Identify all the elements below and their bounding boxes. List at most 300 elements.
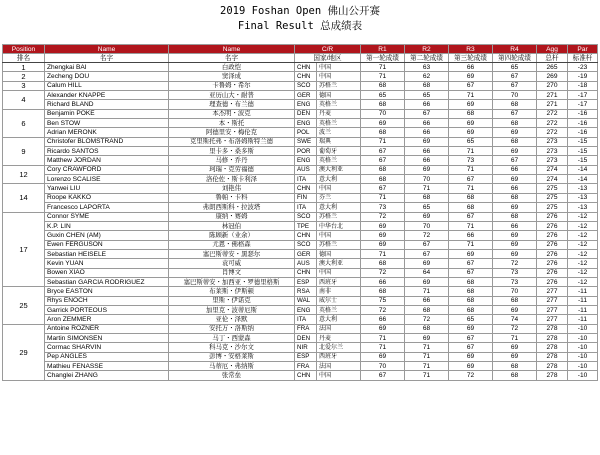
round4-score: 70	[493, 287, 537, 296]
country-name-cn: 中国	[317, 268, 361, 277]
round2-score: 71	[405, 362, 449, 371]
player-name-cn: 白政恺	[169, 63, 295, 72]
country-code: SWE	[295, 137, 317, 146]
position-cell: 14	[3, 184, 45, 212]
round1-score: 68	[361, 287, 405, 296]
player-name-en: Bowen XIAO	[45, 268, 169, 277]
player-name-cn: 张常垒	[169, 371, 295, 380]
round3-score: 68	[449, 277, 493, 286]
table-row	[3, 72, 598, 81]
country-name-cn: 丹麦	[317, 109, 361, 118]
par-score: -12	[568, 231, 598, 240]
player-name-en: K.P. LIN	[45, 221, 169, 230]
country-code: WAL	[295, 296, 317, 305]
round2-score: 70	[405, 175, 449, 184]
par-score: -15	[568, 137, 598, 146]
player-name-en: Sebastian GARCIA RODRIGUEZ	[45, 277, 169, 286]
round3-score: 66	[449, 63, 493, 72]
country-code: POL	[295, 128, 317, 137]
round1-score: 66	[361, 315, 405, 324]
round2-score: 68	[405, 193, 449, 202]
round2-score: 72	[405, 231, 449, 240]
round4-score: 67	[493, 109, 537, 118]
country-code: FIN	[295, 193, 317, 202]
country-name-cn: 威尔士	[317, 296, 361, 305]
country-name-cn: 南非	[317, 287, 361, 296]
aggregate-score: 270	[537, 81, 568, 90]
table-row	[3, 333, 598, 342]
player-name-cn: 马蒂厄・弗纳斯	[169, 362, 295, 371]
round1-score: 71	[361, 137, 405, 146]
country-name-cn: 法国	[317, 324, 361, 333]
aggregate-score: 276	[537, 212, 568, 221]
round2-score: 71	[405, 343, 449, 352]
player-name-en: Benjamin POKE	[45, 109, 169, 118]
aggregate-score: 278	[537, 362, 568, 371]
round3-score: 69	[449, 324, 493, 333]
round3-score: 67	[449, 81, 493, 90]
table-row	[3, 240, 598, 249]
player-name-en: Richard BLAND	[45, 100, 169, 109]
table-row	[3, 249, 598, 258]
player-name-en: Rhys ENOCH	[45, 296, 169, 305]
country-code: ENG	[295, 100, 317, 109]
player-name-en: Roope KAKKO	[45, 193, 169, 202]
table-row	[3, 305, 598, 314]
round3-score: 66	[449, 231, 493, 240]
player-name-en: Ben STOW	[45, 119, 169, 128]
table-row	[3, 315, 598, 324]
round2-score: 67	[405, 249, 449, 258]
table-row	[3, 100, 598, 109]
round1-score: 69	[361, 221, 405, 230]
player-name-en: Zhengkai BAI	[45, 63, 169, 72]
aggregate-score: 276	[537, 259, 568, 268]
par-score: -10	[568, 371, 598, 380]
country-name-cn: 意大利	[317, 175, 361, 184]
round4-score: 68	[493, 212, 537, 221]
round1-score: 72	[361, 305, 405, 314]
player-name-en: Aron ZEMMER	[45, 315, 169, 324]
header-name-en-cn: 名字	[45, 54, 169, 63]
round2-score: 71	[405, 287, 449, 296]
round2-score: 63	[405, 63, 449, 72]
round1-score: 69	[361, 119, 405, 128]
par-score: -12	[568, 212, 598, 221]
round3-score: 71	[449, 147, 493, 156]
player-name-en: Connor SYME	[45, 212, 169, 221]
player-name-cn: 本杰明・波克	[169, 109, 295, 118]
aggregate-score: 271	[537, 91, 568, 100]
position-cell: 2	[3, 72, 45, 81]
country-name-cn: 中国	[317, 371, 361, 380]
country-code: ESP	[295, 277, 317, 286]
par-score: -10	[568, 352, 598, 361]
position-cell: 4	[3, 91, 45, 110]
country-name-cn: 中华台北	[317, 221, 361, 230]
round1-score: 69	[361, 240, 405, 249]
table-row	[3, 352, 598, 361]
aggregate-score: 278	[537, 371, 568, 380]
table-row	[3, 343, 598, 352]
round1-score: 72	[361, 268, 405, 277]
country-name-cn: 波兰	[317, 128, 361, 137]
player-name-cn: 亚历山大・耐普	[169, 91, 295, 100]
round2-score: 68	[405, 305, 449, 314]
country-code: TPE	[295, 221, 317, 230]
table-row	[3, 231, 598, 240]
country-code: ENG	[295, 119, 317, 128]
player-name-cn: 克里斯托弗・布洛姆斯特兰德	[169, 137, 295, 146]
player-name-en: Changlei ZHANG	[45, 371, 169, 380]
round2-score: 70	[405, 221, 449, 230]
country-name-cn: 中国	[317, 184, 361, 193]
player-name-cn: 林冠伯	[169, 221, 295, 230]
country-code: SCO	[295, 212, 317, 221]
round4-score: 68	[493, 193, 537, 202]
country-name-cn: 瑞典	[317, 137, 361, 146]
round1-score: 67	[361, 147, 405, 156]
round4-score: 66	[493, 184, 537, 193]
country-code: FRA	[295, 362, 317, 371]
country-name-cn: 德国	[317, 249, 361, 258]
country-code: AUS	[295, 165, 317, 174]
round1-score: 68	[361, 100, 405, 109]
par-score: -11	[568, 287, 598, 296]
country-code: CHN	[295, 63, 317, 72]
player-name-en: Matthew JORDAN	[45, 156, 169, 165]
player-name-en: Cory CRAWFORD	[45, 165, 169, 174]
round3-score: 68	[449, 193, 493, 202]
player-name-cn: 窦泽成	[169, 72, 295, 81]
player-name-en: Adrian MERONK	[45, 128, 169, 137]
aggregate-score: 273	[537, 147, 568, 156]
table-row	[3, 362, 598, 371]
round2-score: 69	[405, 212, 449, 221]
round1-score: 72	[361, 212, 405, 221]
header-r4: R4	[493, 45, 537, 54]
par-score: -19	[568, 72, 598, 81]
round1-score: 71	[361, 63, 405, 72]
country-name-cn: 葡萄牙	[317, 147, 361, 156]
country-name-cn: 意大利	[317, 203, 361, 212]
round4-score: 68	[493, 137, 537, 146]
round1-score: 70	[361, 109, 405, 118]
country-code: GER	[295, 91, 317, 100]
player-name-cn: 袁可威	[169, 259, 295, 268]
player-name-cn: 塞巴斯蒂安・黑瑟尔	[169, 249, 295, 258]
country-name-cn: 西班牙	[317, 352, 361, 361]
position-cell: 12	[3, 165, 45, 184]
aggregate-score: 265	[537, 63, 568, 72]
round3-score: 71	[449, 91, 493, 100]
header-row-chinese	[3, 54, 598, 63]
round4-score: 69	[493, 343, 537, 352]
player-name-cn: 阿德里安・梅伦克	[169, 128, 295, 137]
round3-score: 69	[449, 249, 493, 258]
round4-score: 69	[493, 231, 537, 240]
country-code: FRA	[295, 324, 317, 333]
round3-score: 65	[449, 137, 493, 146]
round3-score: 69	[449, 119, 493, 128]
round3-score: 71	[449, 240, 493, 249]
round2-score: 67	[405, 109, 449, 118]
player-name-en: Yanwei LIU	[45, 184, 169, 193]
page-title: 2019 Foshan Open 佛山公开赛	[220, 5, 380, 17]
country-code: CHN	[295, 72, 317, 81]
round2-score: 68	[405, 81, 449, 90]
player-name-cn: 马丁・西蒙森	[169, 333, 295, 342]
country-code: POR	[295, 147, 317, 156]
player-name-cn: 弗朗西斯科・拉波塔	[169, 203, 295, 212]
player-name-en: Sebastian HEISELE	[45, 249, 169, 258]
par-score: -12	[568, 277, 598, 286]
table-row	[3, 277, 598, 286]
country-name-cn: 英格兰	[317, 305, 361, 314]
player-name-en: Kevin YUAN	[45, 259, 169, 268]
player-name-en: Calum HILL	[45, 81, 169, 90]
round4-score: 72	[493, 259, 537, 268]
round3-score: 71	[449, 221, 493, 230]
country-code: SCO	[295, 81, 317, 90]
header-position: Position	[3, 45, 45, 54]
header-r2: R2	[405, 45, 449, 54]
country-code: NIR	[295, 343, 317, 352]
player-name-cn: 马修・乔丹	[169, 156, 295, 165]
round4-score: 69	[493, 128, 537, 137]
player-name-cn: 卡鲁姆・希尔	[169, 81, 295, 90]
player-name-en: Bryce EASTON	[45, 287, 169, 296]
player-name-cn: 安托万・洛斯纳	[169, 324, 295, 333]
table-row	[3, 259, 598, 268]
country-code: DEN	[295, 333, 317, 342]
par-score: -14	[568, 175, 598, 184]
player-name-cn: 鲁帕・卡科	[169, 193, 295, 202]
round2-score: 62	[405, 72, 449, 81]
round1-score: 65	[361, 91, 405, 100]
header-name-cn-cn: 名字	[169, 54, 295, 63]
country-code: ITA	[295, 203, 317, 212]
header-name-cn: Name	[169, 45, 295, 54]
country-code: DEN	[295, 109, 317, 118]
header-r3-cn: 第三轮成绩	[449, 54, 493, 63]
country-name-cn: 英格兰	[317, 100, 361, 109]
player-name-en: Mathieu FENASSE	[45, 362, 169, 371]
round4-score: 74	[493, 315, 537, 324]
round4-score: 69	[493, 352, 537, 361]
par-score: -10	[568, 362, 598, 371]
par-score: -16	[568, 119, 598, 128]
table-row	[3, 128, 598, 137]
aggregate-score: 272	[537, 109, 568, 118]
par-score: -14	[568, 165, 598, 174]
table-row	[3, 184, 598, 193]
round2-score: 69	[405, 277, 449, 286]
round3-score: 69	[449, 72, 493, 81]
header-name-en: Name	[45, 45, 169, 54]
player-name-en: Garrick PORTEOUS	[45, 305, 169, 314]
country-name-cn: 英格兰	[317, 156, 361, 165]
country-code: CHN	[295, 231, 317, 240]
round1-score: 71	[361, 249, 405, 258]
table-row	[3, 296, 598, 305]
round3-score: 71	[449, 184, 493, 193]
round2-score: 71	[405, 184, 449, 193]
aggregate-score: 275	[537, 184, 568, 193]
aggregate-score: 278	[537, 352, 568, 361]
country-name-cn: 苏格兰	[317, 81, 361, 90]
round1-score: 71	[361, 333, 405, 342]
header-par-cn: 标准杆	[568, 54, 598, 63]
par-score: -13	[568, 184, 598, 193]
round1-score: 71	[361, 193, 405, 202]
par-score: -10	[568, 333, 598, 342]
table-row	[3, 268, 598, 277]
round1-score: 71	[361, 72, 405, 81]
table-row	[3, 147, 598, 156]
round4-score: 69	[493, 203, 537, 212]
round4-score: 69	[493, 249, 537, 258]
country-code: ESP	[295, 352, 317, 361]
header-r4-cn: 第四轮成绩	[493, 54, 537, 63]
position-cell: 1	[3, 63, 45, 72]
round4-score: 70	[493, 91, 537, 100]
country-name-cn: 西班牙	[317, 277, 361, 286]
round2-score: 68	[405, 324, 449, 333]
table-row	[3, 221, 598, 230]
player-name-en: Lorenzo SCALISE	[45, 175, 169, 184]
round1-score: 67	[361, 184, 405, 193]
round3-score: 68	[449, 305, 493, 314]
round3-score: 69	[449, 352, 493, 361]
round3-score: 68	[449, 109, 493, 118]
position-cell: 9	[3, 137, 45, 165]
round1-score: 69	[361, 352, 405, 361]
table-row	[3, 137, 598, 146]
par-score: -11	[568, 296, 598, 305]
round1-score: 70	[361, 362, 405, 371]
header-r3: R3	[449, 45, 493, 54]
country-code: AUS	[295, 259, 317, 268]
round4-score: 73	[493, 268, 537, 277]
aggregate-score: 276	[537, 268, 568, 277]
round3-score: 68	[449, 296, 493, 305]
country-name-cn: 苏格兰	[317, 212, 361, 221]
round3-score: 71	[449, 165, 493, 174]
country-name-cn: 德国	[317, 91, 361, 100]
country-code: GER	[295, 249, 317, 258]
country-name-cn: 意大利	[317, 315, 361, 324]
country-code: ITA	[295, 175, 317, 184]
country-code: CHN	[295, 184, 317, 193]
round4-score: 67	[493, 72, 537, 81]
table-row	[3, 371, 598, 380]
round4-score: 67	[493, 156, 537, 165]
country-name-cn: 芬兰	[317, 193, 361, 202]
country-name-cn: 澳大利亚	[317, 165, 361, 174]
table-row	[3, 287, 598, 296]
player-name-cn: 珂瑞・克劳福德	[169, 165, 295, 174]
country-name-cn: 英格兰	[317, 119, 361, 128]
player-name-cn: 肖博文	[169, 268, 295, 277]
country-code: RSA	[295, 287, 317, 296]
player-name-en: Zecheng DOU	[45, 72, 169, 81]
aggregate-score: 273	[537, 137, 568, 146]
round1-score: 68	[361, 128, 405, 137]
country-name-cn: 澳大利亚	[317, 259, 361, 268]
player-name-cn: 尤恩・佛格森	[169, 240, 295, 249]
round4-score: 69	[493, 175, 537, 184]
round2-score: 64	[405, 268, 449, 277]
round4-score: 65	[493, 63, 537, 72]
round2-score: 66	[405, 296, 449, 305]
aggregate-score: 272	[537, 119, 568, 128]
round4-score: 68	[493, 371, 537, 380]
round4-score: 67	[493, 81, 537, 90]
par-score: -16	[568, 109, 598, 118]
aggregate-score: 278	[537, 333, 568, 342]
player-name-en: Ewen FERGUSON	[45, 240, 169, 249]
round4-score: 66	[493, 165, 537, 174]
round1-score: 68	[361, 259, 405, 268]
round2-score: 66	[405, 100, 449, 109]
round3-score: 65	[449, 315, 493, 324]
round3-score: 69	[449, 362, 493, 371]
round3-score: 68	[449, 287, 493, 296]
round2-score: 66	[405, 119, 449, 128]
par-score: -15	[568, 156, 598, 165]
round1-score: 68	[361, 175, 405, 184]
round4-score: 69	[493, 240, 537, 249]
aggregate-score: 276	[537, 231, 568, 240]
table-row	[3, 165, 598, 174]
round1-score: 75	[361, 296, 405, 305]
player-name-cn: 陈顾新（业余）	[169, 231, 295, 240]
table-row	[3, 212, 598, 221]
round2-score: 65	[405, 203, 449, 212]
round4-score: 69	[493, 305, 537, 314]
round2-score: 69	[405, 165, 449, 174]
country-name-cn: 中国	[317, 231, 361, 240]
round2-score: 67	[405, 240, 449, 249]
round4-score: 66	[493, 221, 537, 230]
aggregate-score: 278	[537, 324, 568, 333]
header-agg-cn: 总杆	[537, 54, 568, 63]
aggregate-score: 275	[537, 193, 568, 202]
player-name-en: Pep ANGLES	[45, 352, 169, 361]
round4-score: 68	[493, 296, 537, 305]
round3-score: 67	[449, 333, 493, 342]
player-name-cn: 科马克・沙尔文	[169, 343, 295, 352]
header-agg: Agg	[537, 45, 568, 54]
header-r1-cn: 第一轮成绩	[361, 54, 405, 63]
round1-score: 66	[361, 277, 405, 286]
table-row	[3, 324, 598, 333]
round1-score: 68	[361, 165, 405, 174]
player-name-cn: 本・斯托	[169, 119, 295, 128]
position-cell: 25	[3, 287, 45, 324]
round3-score: 73	[449, 156, 493, 165]
position-cell: 17	[3, 212, 45, 287]
country-name-cn: 法国	[317, 362, 361, 371]
table-row	[3, 109, 598, 118]
country-code: ITA	[295, 315, 317, 324]
player-name-en: Guxin CHEN (AM)	[45, 231, 169, 240]
header-country: C/R	[295, 45, 361, 54]
header-country-cn: 国家/地区	[295, 54, 361, 63]
round1-score: 73	[361, 203, 405, 212]
results-table	[2, 44, 598, 381]
